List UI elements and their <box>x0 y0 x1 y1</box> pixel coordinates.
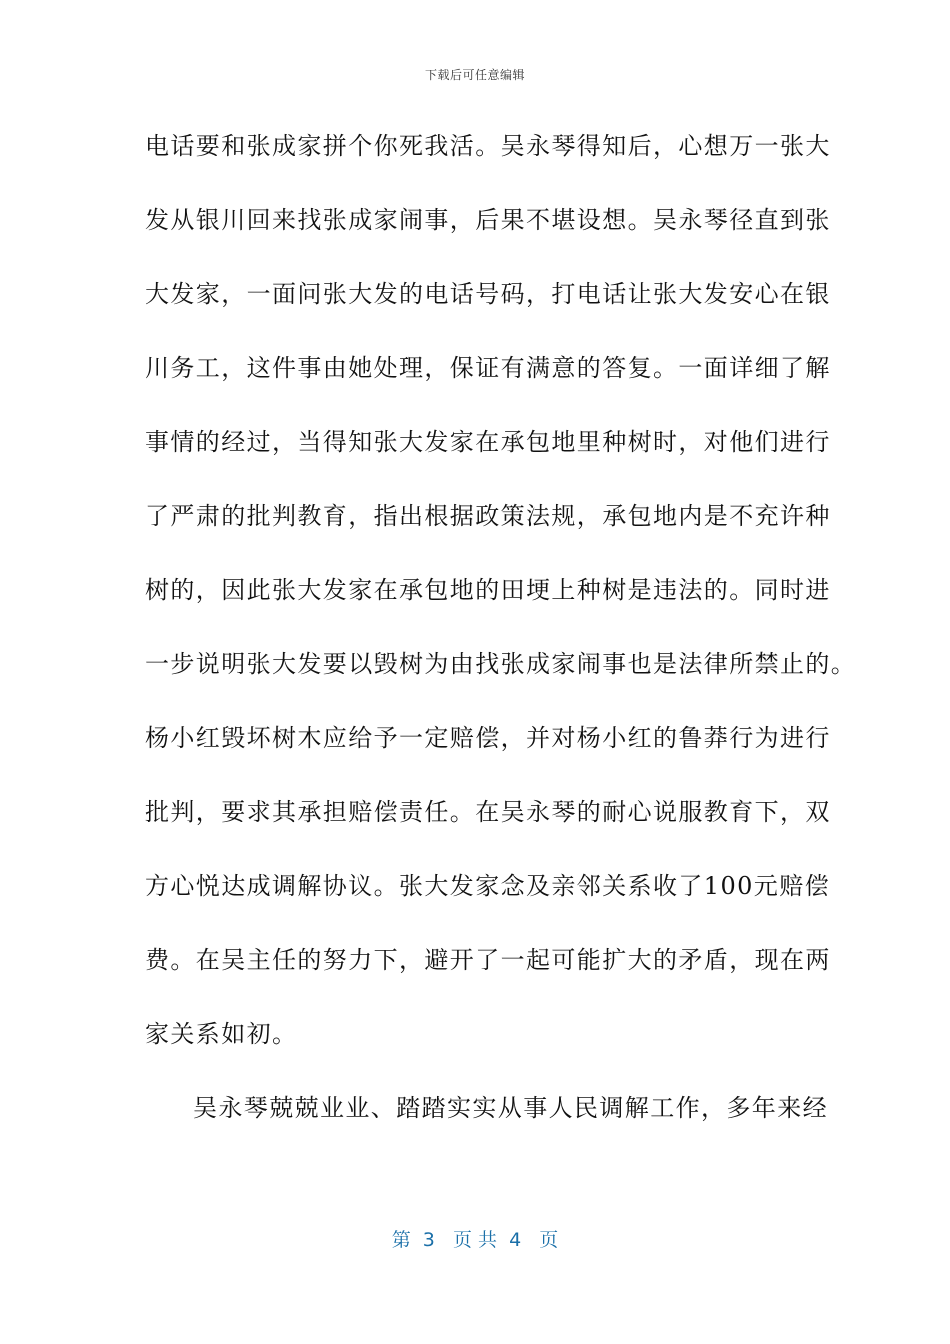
text-line: 事情的经过，当得知张大发家在承包地里种树时，对他们进行 <box>145 428 831 456</box>
text-line: 一步说明张大发要以毁树为由找张成家闹事也是法律所禁止的。 <box>145 650 857 678</box>
text-line: 方心悦达成调解协议。张大发家念及亲邻关系收了100元赔偿 <box>145 872 831 900</box>
text-line: 家关系如初。 <box>145 1020 298 1048</box>
text-line: 了严肃的批判教育，指出根据政策法规，承包地内是不充许种 <box>145 502 831 530</box>
paragraph-first-line: 吴永琴兢兢业业、踏踏实实从事人民调解工作，多年来经 <box>193 1094 828 1122</box>
page-header: 下载后可任意编辑 <box>424 68 525 82</box>
text-line: 批判，要求其承担赔偿责任。在吴永琴的耐心说服教育下，双 <box>145 798 831 826</box>
text-line: 电话要和张成家拼个你死我活。吴永琴得知后，心想万一张大 <box>145 132 831 160</box>
text-line: 大发家，一面问张大发的电话号码，打电话让张大发安心在银 <box>145 280 831 308</box>
text-line: 树的，因此张大发家在承包地的田埂上种树是违法的。同时进 <box>145 576 831 604</box>
text-line: 费。在吴主任的努力下，避开了一起可能扩大的矛盾，现在两 <box>145 946 831 974</box>
page-number-footer: 第 3 页 共 4 页 <box>391 1229 559 1251</box>
text-line: 川务工，这件事由她处理，保证有满意的答复。一面详细了解 <box>145 354 831 382</box>
text-line: 杨小红毁坏树木应给予一定赔偿，并对杨小红的鲁莽行为进行 <box>145 724 831 752</box>
text-line: 发从银川回来找张成家闹事，后果不堪设想。吴永琴径直到张 <box>145 206 831 234</box>
